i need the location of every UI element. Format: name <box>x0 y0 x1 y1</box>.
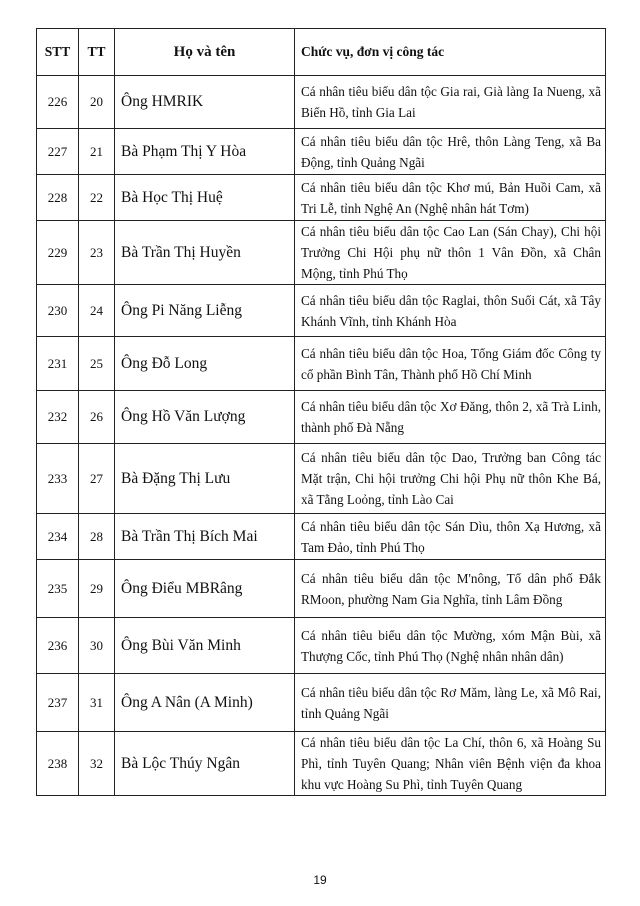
table-row <box>37 285 606 337</box>
cell-name: Bà Phạm Thị Y Hòa <box>115 129 295 175</box>
cell-tt: 26 <box>79 391 115 444</box>
cell-stt: 233 <box>37 444 79 514</box>
cell-stt: 231 <box>37 337 79 391</box>
table-row <box>37 129 606 175</box>
table-row <box>37 732 606 796</box>
cell-stt: 229 <box>37 221 79 285</box>
table-row <box>37 674 606 732</box>
cell-name: Ông Điểu MBRâng <box>115 560 295 618</box>
cell-stt: 238 <box>37 732 79 796</box>
cell-role: Cá nhân tiêu biểu dân tộc Raglai, thôn Suối Cát, xã Tây Khánh Vĩnh, tỉnh Khánh Hòa <box>295 285 606 337</box>
cell-role: Cá nhân tiêu biểu dân tộc Hoa, Tổng Giám đốc Công ty cổ phần Bình Tân, Thành phố Hồ Chí Minh <box>295 337 606 391</box>
cell-role: Cá nhân tiêu biểu dân tộc Cao Lan (Sán Chay), Chi hội Trưởng Chi Hội phụ nữ thôn 1 Vân Đồn, xã Chân Mộng, tỉnh Phú Thọ <box>295 221 606 285</box>
header-tt: TT <box>79 29 115 76</box>
awards-table <box>36 28 606 796</box>
cell-stt: 234 <box>37 514 79 560</box>
cell-role: Cá nhân tiêu biểu dân tộc Sán Dìu, thôn Xạ Hương, xã Tam Đảo, tỉnh Phú Thọ <box>295 514 606 560</box>
cell-stt: 232 <box>37 391 79 444</box>
cell-role: Cá nhân tiêu biểu dân tộc Gia rai, Già làng Ia Nueng, xã Biển Hồ, tỉnh Gia Lai <box>295 76 606 129</box>
cell-name: Ông Bùi Văn Minh <box>115 618 295 674</box>
cell-stt: 226 <box>37 76 79 129</box>
cell-name: Ông A Nân (A Minh) <box>115 674 295 732</box>
cell-tt: 25 <box>79 337 115 391</box>
cell-name: Bà Trần Thị Huyền <box>115 221 295 285</box>
cell-name: Ông Hồ Văn Lượng <box>115 391 295 444</box>
table-row <box>37 618 606 674</box>
table-row <box>37 444 606 514</box>
table-row <box>37 337 606 391</box>
cell-role: Cá nhân tiêu biểu dân tộc La Chí, thôn 6, xã Hoàng Su Phì, tỉnh Tuyên Quang; Nhân viên Bệnh viện đa khoa khu vực Hoàng Su Phì, tỉnh Tuyên Quang <box>295 732 606 796</box>
table-row <box>37 391 606 444</box>
cell-tt: 23 <box>79 221 115 285</box>
cell-name: Bà Đặng Thị Lưu <box>115 444 295 514</box>
cell-stt: 228 <box>37 175 79 221</box>
cell-role: Cá nhân tiêu biểu dân tộc M'nông, Tổ dân phố Đắk RMoon, phường Nam Gia Nghĩa, tỉnh Lâm Đồng <box>295 560 606 618</box>
cell-tt: 29 <box>79 560 115 618</box>
cell-stt: 230 <box>37 285 79 337</box>
cell-stt: 237 <box>37 674 79 732</box>
table-row <box>37 221 606 285</box>
cell-name: Ông HMRIK <box>115 76 295 129</box>
table-row <box>37 76 606 129</box>
table-row <box>37 175 606 221</box>
cell-role: Cá nhân tiêu biểu dân tộc Hrê, thôn Làng Teng, xã Ba Động, tỉnh Quảng Ngãi <box>295 129 606 175</box>
cell-tt: 30 <box>79 618 115 674</box>
cell-tt: 32 <box>79 732 115 796</box>
cell-stt: 227 <box>37 129 79 175</box>
cell-name: Ông Đỗ Long <box>115 337 295 391</box>
cell-tt: 20 <box>79 76 115 129</box>
cell-name: Bà Trần Thị Bích Mai <box>115 514 295 560</box>
cell-role: Cá nhân tiêu biểu dân tộc Rơ Măm, làng Le, xã Mô Rai, tỉnh Quảng Ngãi <box>295 674 606 732</box>
cell-name: Bà Lộc Thúy Ngân <box>115 732 295 796</box>
header-name: Họ và tên <box>115 29 295 76</box>
cell-role: Cá nhân tiêu biểu dân tộc Khơ mú, Bản Huồi Cam, xã Tri Lễ, tỉnh Nghệ An (Nghệ nhân hát Tơm) <box>295 175 606 221</box>
cell-role: Cá nhân tiêu biểu dân tộc Dao, Trưởng ban Công tác Mặt trận, Chi hội trưởng Chi hội Phụ nữ thôn Khe Bá, xã Tằng Loỏng, tỉnh Lào Cai <box>295 444 606 514</box>
cell-tt: 27 <box>79 444 115 514</box>
cell-name: Ông Pi Năng Liễng <box>115 285 295 337</box>
cell-name: Bà Học Thị Huệ <box>115 175 295 221</box>
header-role: Chức vụ, đơn vị công tác <box>295 29 606 76</box>
cell-tt: 21 <box>79 129 115 175</box>
document-page <box>36 28 605 796</box>
table-body <box>37 76 606 796</box>
cell-stt: 236 <box>37 618 79 674</box>
table-row <box>37 514 606 560</box>
table-header-row <box>37 29 606 76</box>
cell-stt: 235 <box>37 560 79 618</box>
cell-tt: 31 <box>79 674 115 732</box>
cell-tt: 28 <box>79 514 115 560</box>
cell-tt: 24 <box>79 285 115 337</box>
cell-tt: 22 <box>79 175 115 221</box>
cell-role: Cá nhân tiêu biểu dân tộc Mường, xóm Mận Bùi, xã Thượng Cốc, tỉnh Phú Thọ (Nghệ nhân nhân dân) <box>295 618 606 674</box>
page-number: 19 <box>313 873 327 887</box>
table-row <box>37 560 606 618</box>
cell-role: Cá nhân tiêu biểu dân tộc Xơ Đăng, thôn 2, xã Trà Linh, thành phố Đà Nẵng <box>295 391 606 444</box>
header-stt: STT <box>37 29 79 76</box>
